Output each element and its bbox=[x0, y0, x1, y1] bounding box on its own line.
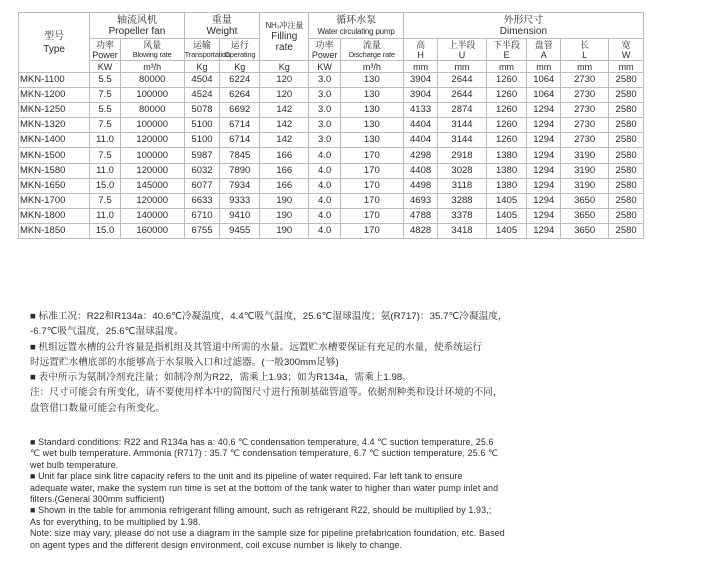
table-cell: 7890 bbox=[220, 163, 260, 178]
table-cell: 140000 bbox=[120, 208, 184, 223]
operating-weight-header: 运行 Operating bbox=[220, 39, 260, 61]
model-cell: MKN-1700 bbox=[19, 193, 90, 208]
table-cell: 5.5 bbox=[90, 73, 120, 88]
table-cell: 1064 bbox=[527, 73, 561, 88]
table-cell: 170 bbox=[340, 208, 403, 223]
table-cell: 130 bbox=[340, 133, 403, 148]
table-cell: 1405 bbox=[486, 208, 527, 223]
table-cell: 170 bbox=[340, 178, 403, 193]
table-cell: 3904 bbox=[403, 88, 438, 103]
pump-header-cn: 循环水泵 bbox=[336, 14, 377, 26]
table-cell: 80000 bbox=[120, 73, 184, 88]
note-line: adequate water, make the system run time is set at the bottom of the tank water to higher than water pump inlet and bbox=[30, 482, 499, 493]
unit-cell: mm bbox=[527, 61, 561, 73]
table-cell: 1064 bbox=[527, 88, 561, 103]
model-cell: MKN-1650 bbox=[19, 178, 90, 193]
table-cell: 4693 bbox=[403, 193, 438, 208]
table-cell: 4.0 bbox=[309, 208, 340, 223]
table-cell: 3190 bbox=[561, 148, 609, 163]
table-cell: 120000 bbox=[120, 133, 184, 148]
table-cell: 3.0 bbox=[309, 118, 340, 133]
table-cell: 2580 bbox=[609, 208, 644, 223]
table-cell: 3118 bbox=[438, 178, 486, 193]
table-cell: 3190 bbox=[561, 163, 609, 178]
table-cell: 170 bbox=[340, 223, 403, 238]
table-cell: 170 bbox=[340, 193, 403, 208]
table-cell: 4.0 bbox=[309, 193, 340, 208]
table-row bbox=[19, 223, 644, 238]
table-cell: 5.5 bbox=[90, 103, 120, 118]
unit-cell: KW bbox=[90, 61, 120, 73]
table-cell: 4788 bbox=[403, 208, 438, 223]
table-cell: 2580 bbox=[609, 163, 644, 178]
note-line: As for everything, to be multiplied by 1.98. bbox=[30, 516, 201, 527]
table-cell: 6077 bbox=[184, 178, 220, 193]
table-cell: 3418 bbox=[438, 223, 486, 238]
notes-english bbox=[30, 437, 642, 551]
model-cell: MKN-1250 bbox=[19, 103, 90, 118]
table-cell: 3144 bbox=[438, 118, 486, 133]
note-line: wet bulb temperature. bbox=[30, 459, 119, 470]
nh3-header-en-line1: Filling bbox=[271, 31, 298, 42]
table-cell: 166 bbox=[260, 163, 309, 178]
table-cell: 4524 bbox=[184, 88, 220, 103]
fan-power-header: 功率 Power bbox=[90, 39, 120, 61]
table-cell: 2730 bbox=[561, 133, 609, 148]
table-cell: 6714 bbox=[220, 133, 260, 148]
nh3-header-en-line2: rate bbox=[275, 42, 293, 53]
table-cell: 2918 bbox=[438, 148, 486, 163]
model-header-en: Type bbox=[43, 43, 65, 55]
weight-header-en: Weight bbox=[206, 25, 238, 37]
table-cell: 2730 bbox=[561, 88, 609, 103]
table-cell: 3.0 bbox=[309, 73, 340, 88]
table-row bbox=[19, 88, 644, 103]
table-cell: 3028 bbox=[438, 163, 486, 178]
table-cell: 142 bbox=[260, 133, 309, 148]
note-line: ℃ wet bulb temperature. Ammonia (R717) : 35.7 ℃ condensation temperature, 6.7 ℃ suction temperature, 25.6 ℃ bbox=[30, 448, 499, 459]
table-cell: 7845 bbox=[220, 148, 260, 163]
fan-blow-header: 风量 Blowing rate bbox=[120, 39, 184, 61]
transport-weight-header: 运输 Transportation bbox=[184, 39, 230, 59]
table-cell: 2580 bbox=[609, 88, 644, 103]
table-cell: 1380 bbox=[486, 148, 527, 163]
table-cell: 1405 bbox=[486, 193, 527, 208]
table-cell: 166 bbox=[260, 178, 309, 193]
model-cell: MKN-1320 bbox=[19, 118, 90, 133]
nh3-group-header bbox=[260, 13, 309, 61]
table-cell: 2580 bbox=[609, 223, 644, 238]
table-cell: 1294 bbox=[527, 223, 561, 238]
table-cell: 15.0 bbox=[90, 223, 120, 238]
dim-a-header: 盘管 A bbox=[527, 39, 561, 61]
table-row bbox=[19, 178, 644, 193]
pump-flow-header: 流量 Discharge rate bbox=[340, 39, 403, 61]
table-cell: 3650 bbox=[561, 223, 609, 238]
table-cell: 7.5 bbox=[90, 148, 120, 163]
nh3-header-cn: NH₃冲注量 bbox=[265, 21, 304, 30]
table-cell: 4504 bbox=[184, 73, 220, 88]
table-cell: 4.0 bbox=[309, 178, 340, 193]
table-cell: 7934 bbox=[220, 178, 260, 193]
table-row bbox=[19, 208, 644, 223]
table-cell: 5100 bbox=[184, 118, 220, 133]
unit-cell: mm bbox=[438, 61, 486, 73]
table-cell: 6714 bbox=[220, 118, 260, 133]
table-cell: 11.0 bbox=[90, 163, 120, 178]
table-cell: 142 bbox=[260, 103, 309, 118]
table-cell: 2580 bbox=[609, 118, 644, 133]
table-cell: 190 bbox=[260, 193, 309, 208]
table-cell: 4.0 bbox=[309, 223, 340, 238]
table-row bbox=[19, 73, 644, 88]
table-cell: 9410 bbox=[220, 208, 260, 223]
table-cell: 4408 bbox=[403, 163, 438, 178]
note-line: ■ 机组远置水槽的公升容量是指机组及其管道中所需的水量。远置贮水槽要保证有充足的水量，使系统运行 bbox=[30, 341, 483, 353]
table-cell: 3378 bbox=[438, 208, 486, 223]
note-line: 注：尺寸可能会有所变化，请不要使用样本中的简图尺寸进行预制基础管道等。依据剂种类和设计环境的不同， bbox=[30, 387, 503, 399]
unit-cell: mm bbox=[486, 61, 527, 73]
dim-u-header: 上半段 U bbox=[438, 39, 486, 61]
table-cell: 120 bbox=[260, 73, 309, 88]
table-cell: 1260 bbox=[486, 103, 527, 118]
spec-table-body bbox=[19, 73, 644, 239]
table-row bbox=[19, 148, 644, 163]
model-cell: MKN-1800 bbox=[19, 208, 90, 223]
table-cell: 7.5 bbox=[90, 118, 120, 133]
units-row bbox=[19, 61, 644, 73]
table-cell: 145000 bbox=[120, 178, 184, 193]
model-header-cn: 型号 bbox=[44, 30, 65, 42]
dim-w-header: 宽 W bbox=[609, 39, 644, 61]
table-cell: 7.5 bbox=[90, 88, 120, 103]
pump-group-header bbox=[309, 13, 403, 39]
unit-cell: mm bbox=[561, 61, 609, 73]
table-cell: 1294 bbox=[527, 133, 561, 148]
unit-cell: KW bbox=[309, 61, 340, 73]
table-cell: 170 bbox=[340, 163, 403, 178]
dim-h-header: 高 H bbox=[403, 39, 438, 61]
table-cell: 15.0 bbox=[90, 178, 120, 193]
unit-cell: m³/h bbox=[120, 61, 184, 73]
table-cell: 2580 bbox=[609, 133, 644, 148]
model-cell: MKN-1580 bbox=[19, 163, 90, 178]
table-cell: 160000 bbox=[120, 223, 184, 238]
table-cell: 6224 bbox=[220, 73, 260, 88]
table-cell: 2644 bbox=[438, 88, 486, 103]
dimension-header-en: Dimension bbox=[499, 25, 548, 37]
table-cell: 11.0 bbox=[90, 133, 120, 148]
model-cell: MKN-1100 bbox=[19, 73, 90, 88]
table-cell: 1405 bbox=[486, 223, 527, 238]
table-cell: 6264 bbox=[220, 88, 260, 103]
note-line: ■ 标准工况：R22和R134a：40.6℃冷凝温度，4.4℃吸气温度，25.6℃湿球温度；氨(R717)：35.7℃冷凝温度， bbox=[30, 311, 508, 322]
note-line: ■ Standard conditions: R22 and R134a has a: 40.6 ℃ condensation temperature, 4.4 ℃ suction temperature, 25.6 bbox=[30, 437, 494, 447]
weight-header-cn: 重量 bbox=[211, 14, 232, 26]
table-cell: 1260 bbox=[486, 118, 527, 133]
table-cell: 6692 bbox=[220, 103, 260, 118]
table-cell: 190 bbox=[260, 223, 309, 238]
model-cell: MKN-1850 bbox=[19, 223, 90, 238]
table-cell: 1260 bbox=[486, 73, 527, 88]
table-cell: 9333 bbox=[220, 193, 260, 208]
table-cell: 166 bbox=[260, 148, 309, 163]
table-cell: 130 bbox=[340, 88, 403, 103]
table-row bbox=[19, 118, 644, 133]
table-cell: 4404 bbox=[403, 118, 438, 133]
spec-table bbox=[18, 12, 644, 239]
table-cell: 9455 bbox=[220, 223, 260, 238]
table-cell: 1294 bbox=[527, 118, 561, 133]
dimension-header-cn: 外形尺寸 bbox=[503, 14, 544, 26]
table-cell: 6755 bbox=[184, 223, 220, 238]
table-cell: 6032 bbox=[184, 163, 220, 178]
table-cell: 11.0 bbox=[90, 208, 120, 223]
table-cell: 120000 bbox=[120, 163, 184, 178]
table-cell: 6633 bbox=[184, 193, 220, 208]
fan-header-en: Propeller fan bbox=[108, 25, 166, 37]
table-cell: 4404 bbox=[403, 133, 438, 148]
table-cell: 3904 bbox=[403, 73, 438, 88]
table-cell: 4498 bbox=[403, 178, 438, 193]
table-cell: 4.0 bbox=[309, 163, 340, 178]
fan-header-cn: 轴流风机 bbox=[116, 14, 157, 26]
unit-cell: mm bbox=[609, 61, 644, 73]
table-cell: 130 bbox=[340, 73, 403, 88]
unit-cell: mm bbox=[403, 61, 438, 73]
table-row bbox=[19, 193, 644, 208]
note-line: 时远置贮水槽底部的水能够高于水泵吸入口和过滤器。(一般300mm足够) bbox=[30, 356, 339, 368]
table-cell: 1380 bbox=[486, 178, 527, 193]
table-cell: 5987 bbox=[184, 148, 220, 163]
weight-group-header bbox=[184, 13, 259, 39]
note-line: on agent types and the different design environment, coil excuse number is likely to change. bbox=[30, 539, 403, 550]
table-cell: 100000 bbox=[120, 148, 184, 163]
note-line: -6.7℃吸气温度，25.6℃湿球温度。 bbox=[30, 326, 184, 338]
notes-chinese bbox=[30, 309, 640, 416]
table-cell: 1294 bbox=[527, 193, 561, 208]
unit-cell: Kg bbox=[220, 61, 260, 73]
table-cell: 1380 bbox=[486, 163, 527, 178]
table-cell: 4828 bbox=[403, 223, 438, 238]
table-cell: 2580 bbox=[609, 103, 644, 118]
table-cell: 130 bbox=[340, 103, 403, 118]
unit-cell: Kg bbox=[260, 61, 309, 73]
table-cell: 3144 bbox=[438, 133, 486, 148]
table-cell: 2874 bbox=[438, 103, 486, 118]
table-cell: 120 bbox=[260, 88, 309, 103]
table-cell: 1294 bbox=[527, 178, 561, 193]
table-cell: 3.0 bbox=[309, 133, 340, 148]
model-cell: MKN-1400 bbox=[19, 133, 90, 148]
table-cell: 3.0 bbox=[309, 88, 340, 103]
table-cell: 2580 bbox=[609, 73, 644, 88]
table-cell: 2580 bbox=[609, 193, 644, 208]
model-cell: MKN-1200 bbox=[19, 88, 90, 103]
unit-cell: m³/h bbox=[340, 61, 403, 73]
table-cell: 1260 bbox=[486, 133, 527, 148]
note-line: filters.(General 300mm sufficient) bbox=[30, 494, 165, 505]
table-cell: 142 bbox=[260, 118, 309, 133]
table-cell: 2730 bbox=[561, 103, 609, 118]
pump-power-header: 功率 Power bbox=[309, 39, 340, 61]
note-line: ■ Shown in the table for ammonia refrigerant filling amount, such as refrigerant R22, should be multiplied by 1.93,; bbox=[30, 505, 492, 516]
table-cell: 100000 bbox=[120, 118, 184, 133]
table-cell: 4133 bbox=[403, 103, 438, 118]
dimension-group-header bbox=[403, 13, 643, 39]
table-cell: 170 bbox=[340, 148, 403, 163]
table-cell: 3650 bbox=[561, 208, 609, 223]
fan-group-header bbox=[90, 13, 184, 39]
model-cell: MKN-1500 bbox=[19, 148, 90, 163]
table-cell: 1294 bbox=[527, 148, 561, 163]
table-cell: 4.0 bbox=[309, 148, 340, 163]
table-cell: 5100 bbox=[184, 133, 220, 148]
table-cell: 3.0 bbox=[309, 103, 340, 118]
note-line: 盘管借口数量可能会有所变化。 bbox=[30, 402, 166, 414]
table-cell: 2580 bbox=[609, 148, 644, 163]
table-cell: 1294 bbox=[527, 103, 561, 118]
table-cell: 2644 bbox=[438, 73, 486, 88]
table-cell: 3288 bbox=[438, 193, 486, 208]
table-cell: 190 bbox=[260, 208, 309, 223]
table-cell: 80000 bbox=[120, 103, 184, 118]
model-column-header bbox=[19, 13, 90, 73]
table-cell: 6710 bbox=[184, 208, 220, 223]
table-cell: 4298 bbox=[403, 148, 438, 163]
table-cell: 100000 bbox=[120, 88, 184, 103]
table-cell: 3190 bbox=[561, 178, 609, 193]
note-line: Note: size may vary, please do not use a diagram in the sample size for pipeline prefabrication foundation, etc. Based bbox=[30, 528, 505, 539]
pump-header-en: Water circulating pump bbox=[317, 26, 395, 36]
table-cell: 2730 bbox=[561, 73, 609, 88]
table-row bbox=[19, 133, 644, 148]
table-cell: 1260 bbox=[486, 88, 527, 103]
table-cell: 5078 bbox=[184, 103, 220, 118]
table-cell: 130 bbox=[340, 118, 403, 133]
table-cell: 120000 bbox=[120, 193, 184, 208]
note-line: ■ 表中所示为氨制冷剂充注量；如制冷剂为R22，需乘上1.93；如为R134a，需乘上1.98。 bbox=[30, 372, 412, 384]
table-cell: 2580 bbox=[609, 178, 644, 193]
dim-e-header: 下半段 E bbox=[486, 39, 527, 61]
unit-cell: Kg bbox=[184, 61, 220, 73]
table-cell: 1294 bbox=[527, 163, 561, 178]
table-cell: 7.5 bbox=[90, 193, 120, 208]
table-cell: 2730 bbox=[561, 118, 609, 133]
table-cell: 3650 bbox=[561, 193, 609, 208]
table-cell: 1294 bbox=[527, 208, 561, 223]
note-line: ■ Unit far place sink litre capacity refers to the unit and its pipeline of water required. Far left tank to ensure bbox=[30, 471, 463, 482]
table-row bbox=[19, 163, 644, 178]
table-row bbox=[19, 103, 644, 118]
dim-l-header: 长 L bbox=[561, 39, 609, 61]
